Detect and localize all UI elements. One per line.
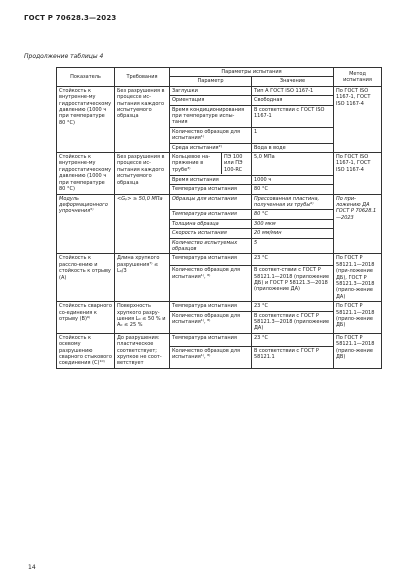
table-row [57,333,382,346]
requirement-cell: Длина хрупкого разрушения⁷⁾ ≤ L₀/3 [115,254,170,302]
value-cell: 23 °С [252,254,334,266]
param-cell: Количество образцов для испытания¹⁾, ⁸⁾ [170,311,252,333]
value-cell: 80 °С [252,210,334,219]
table-row [57,254,382,266]
param-cell: Толщина образца [170,219,252,228]
value-cell: 1000 ч [252,175,334,184]
indicator-cell: Стойкость сварного со-единения к отрыву (В)⁹⁾ [57,302,115,334]
method-cell: По ГОСТ ISO 1167-1, ГОСТ ISO 1167-4 [334,153,382,194]
method-cell: По ГОСТ Р 58121.1—2018 (при-ложение ДБ), ГОСТ Р 58121.3—2018 (прило-жение ДА) [334,254,382,302]
indicator-cell: Стойкость к внутренне-му гидростатическому давлению (1000 ч при температуре 80 °С) [57,86,115,152]
value-cell: В соответствии с ГОСТ Р 58121.1 [252,346,334,368]
value-cell: 80 °С [252,184,334,194]
param-cell: Образцы для испытания [170,194,252,210]
requirement-cell: Без разрушения в процессе ис-пытания каждого испытуемого образца [115,153,170,194]
value-cell: Прессованная пластина, полученная из трубы⁶⁾ [252,194,334,210]
table-row [57,194,382,210]
requirement-cell: До разрушения: пластическое соответствует; хрупкое не соот-ветствует [115,333,170,368]
param-cell: Заглушки [170,86,252,95]
col-header-method: Метод испытания [334,68,382,87]
spec-table [56,67,382,369]
param-cell: Температура испытания [170,210,252,219]
value-cell: Тип А ГОСТ ISO 1167-1 [252,86,334,95]
indicator-cell: Стойкость к внутренне-му гидростатическому давлению (1000 ч при температуре 80 °С) [57,153,115,194]
value-cell: 23 °С [252,333,334,346]
method-cell: По ГОСТ ISO 1167-1, ГОСТ ISO 1167-4 [334,86,382,152]
col-header-indicator: Показатель [57,68,115,87]
param-cell: Ориентация [170,96,252,105]
value-cell: 5 [252,238,334,254]
ring-stress-label: Кольцевое на-пряжение в трубе³⁾ [170,153,222,174]
method-cell: По при-ложению ДА ГОСТ Р 70628.1—2023 [334,194,382,254]
value-cell: В соответ-ствии с ГОСТ Р 58121.1—2018 (приложение ДБ) и ГОСТ Р 58121.3—2018 (приложение ДА) [252,266,334,302]
col-header-param: Параметр [170,77,252,86]
param-cell: Температура испытания [170,254,252,266]
value-cell: Свободная [252,96,334,105]
param-cell: Температура испытания [170,302,252,311]
document-header: ГОСТ Р 70628.3—2023 [24,14,117,22]
col-header-test-params: Параметры испытания [170,68,334,77]
table-row [57,302,382,311]
requirement-cell: Без разрушения в процессе ис-пытания каждого испытуемого образца [115,86,170,152]
indicator-cell: Модуль деформационного упрочнения⁵⁾ [57,194,115,254]
param-cell: Скорость испытания [170,229,252,238]
param-cell: Температура испытания [170,333,252,346]
ring-stress-materials: ПЭ 100 или ПЭ 100-RC [224,154,243,173]
table-caption: Продолжение таблицы 4 [24,53,104,60]
param-cell [170,153,252,175]
value-cell: 5,0 МПа [252,153,334,175]
indicator-cell: Стойкость к рассло-ению и стойкость к отрыву (А) [57,254,115,302]
col-header-requirements: Требования [115,68,170,87]
param-cell: Температура испытания [170,184,252,194]
value-cell: 300 мкм [252,219,334,228]
param-cell: Количество образцов для испытания¹⁾, ⁸⁾ [170,346,252,368]
requirement-cell: Поверхность хрупкого разру-шения L₀ ≤ 50 % и A₀ ≤ 25 % [115,302,170,334]
page-number: 14 [28,564,36,571]
indicator-cell: Стойкость к осевому разрушению сварного стыкового соединения (С)¹⁰⁾ [57,333,115,368]
param-cell: Время кондиционирования при температуре испы-тания [170,105,252,127]
param-cell: Количество испытуемых образцов [170,238,252,254]
value-cell: 1 [252,127,334,143]
table-row [57,86,382,95]
value-cell: 20 мм/мин [252,229,334,238]
table-row [57,153,382,175]
value-cell: В соответствии с ГОСТ ISO 1167-1 [252,105,334,127]
header-row [57,68,382,77]
value-cell: 23 °С [252,302,334,311]
requirement-cell: <Gₚ> ≥ 50,0 МПа [115,194,170,254]
col-header-value: Значение [252,77,334,86]
param-cell: Количество образцов для испытания¹⁾ [170,127,252,143]
method-cell: По ГОСТ Р 58121.1—2018 (прило-жение ДБ) [334,302,382,334]
value-cell: В соответствии с ГОСТ Р 58121.3—2018 (приложение ДА) [252,311,334,333]
value-cell: Вода в воде [252,143,334,152]
param-cell: Среда испытания²⁾ [170,143,252,152]
param-cell: Время испытания [170,175,252,184]
method-cell: По ГОСТ Р 58121.1—2018 (прило-жение ДВ) [334,333,382,368]
param-cell: Количество образцов для испытания¹⁾, ⁸⁾ [170,266,252,302]
